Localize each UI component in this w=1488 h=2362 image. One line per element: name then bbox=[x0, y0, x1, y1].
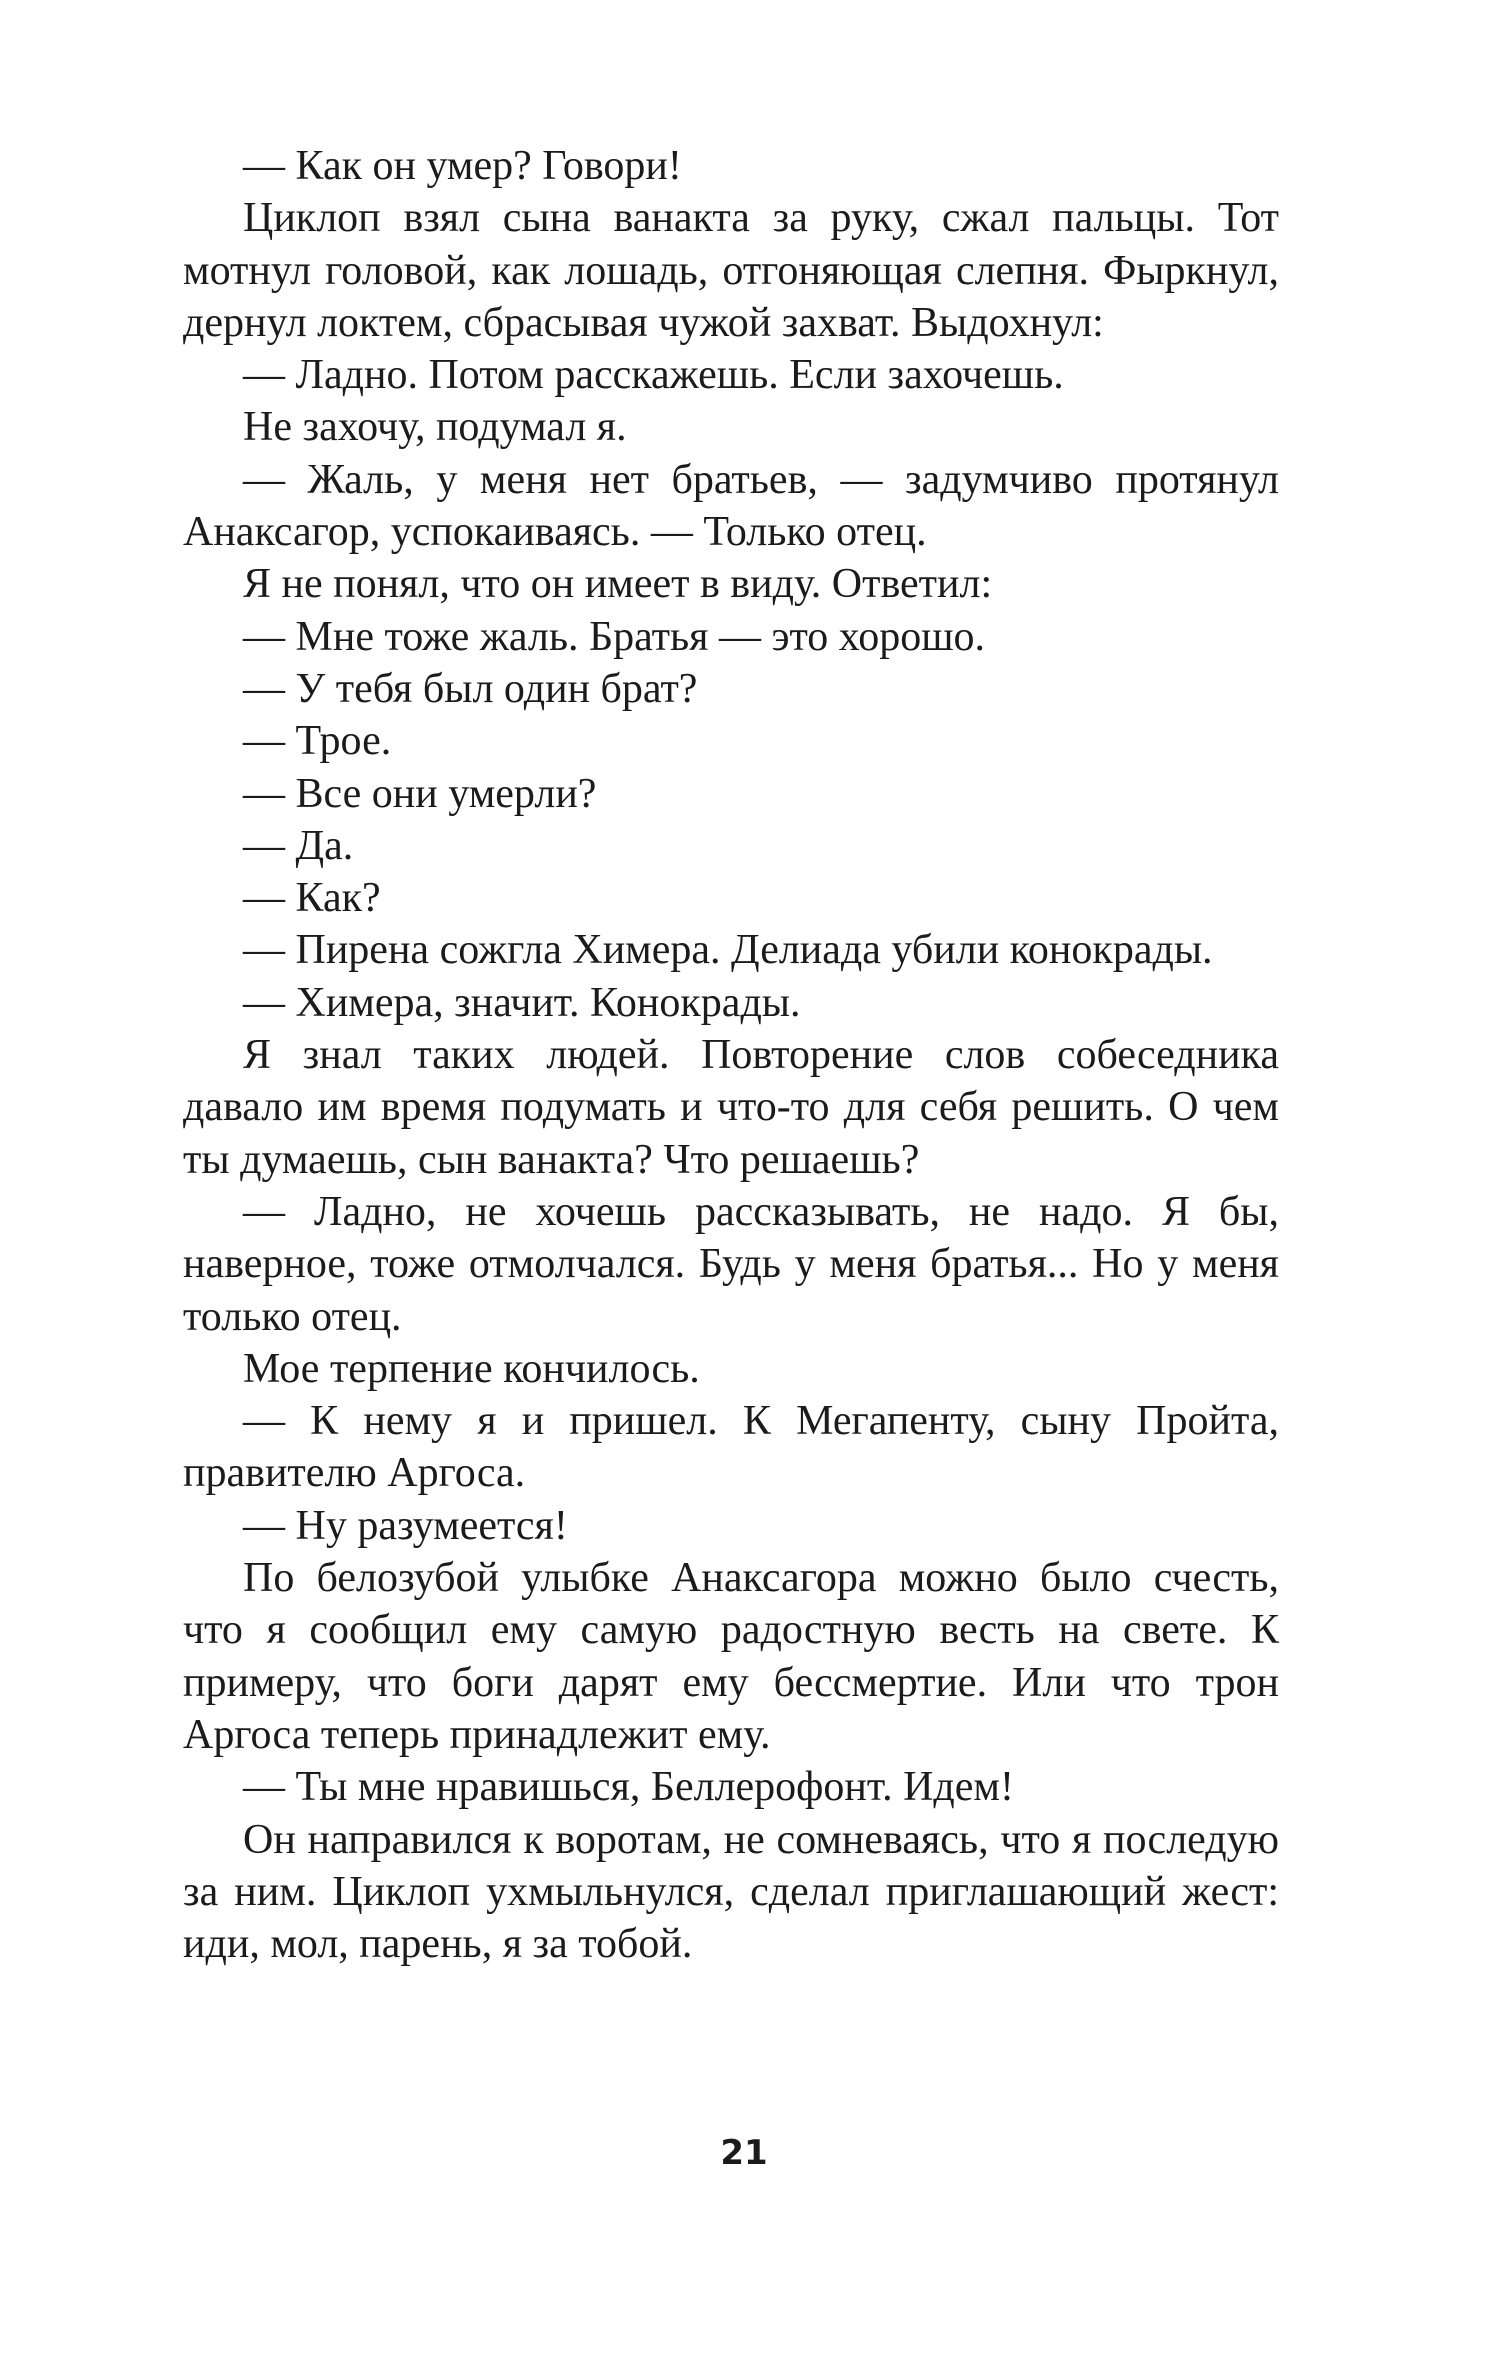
paragraph: — Как? bbox=[243, 875, 381, 922]
paragraph: — Пирена сожгла Химера. Делиада убили конокрады. bbox=[243, 927, 1213, 974]
paragraph: Циклоп взял сына ванакта за руку, сжал пальцы. Тот мотнул головой, как лошадь, отгоняющая слепня. Фыркнул, дернул локтем, сбрасывая чужой захват. Выдохнул: bbox=[183, 195, 1279, 346]
paragraph: — Ты мне нравишься, Беллерофонт. Идем! bbox=[243, 1764, 1014, 1811]
paragraph: — Химера, значит. Конокрады. bbox=[243, 979, 801, 1026]
paragraph: — Ну разумеется! bbox=[243, 1502, 568, 1549]
paragraph: — Трое. bbox=[243, 718, 392, 765]
paragraph: — Ладно. Потом расскажешь. Если захочешь. bbox=[243, 352, 1064, 399]
paragraph: — К нему я и пришел. К Мегапенту, сыну Пройта, правителю Аргоса. bbox=[183, 1398, 1279, 1497]
paragraph: По белозубой улыбке Анаксагора можно было счесть, что я сообщил ему самую радостную весть на свете. К примеру, что боги дарят ему бессмертие. Или что трон Аргоса теперь принадлежит ему. bbox=[183, 1555, 1279, 1758]
paragraph: Мое терпение кончилось. bbox=[243, 1345, 700, 1392]
paragraph: — Как он умер? Говори! bbox=[243, 143, 682, 189]
paragraph: — У тебя был один брат? bbox=[243, 665, 698, 712]
paragraph: Я не понял, что он имеет в виду. Ответил: bbox=[243, 561, 993, 608]
paragraph: — Мне тоже жаль. Братья — это хорошо. bbox=[243, 613, 986, 660]
paragraph: — Ладно, не хочешь рассказывать, не надо. Я бы, наверное, тоже отмолчался. Будь у меня братья... Но у меня только отец. bbox=[183, 1188, 1279, 1340]
paragraph: Я знал таких людей. Повторение слов собеседника давало им время подумать и что-то для себя решить. О чем ты думаешь, сын ванакта? Что решаешь? bbox=[183, 1032, 1279, 1183]
paragraph: Не захочу, подумал я. bbox=[243, 404, 627, 451]
paragraph: Он направился к воротам, не сомневаясь, что я последую за ним. Циклоп ухмыльнулся, сделал приглашающий жест: иди, мол, парень, я за тобой. bbox=[183, 1816, 1279, 1968]
paragraph: — Жаль, у меня нет братьев, — задумчиво протянул Анаксагор, успокаиваясь. — Только отец. bbox=[183, 456, 1279, 556]
page-number: 21 bbox=[720, 2133, 768, 2173]
body-text bbox=[183, 140, 1279, 1970]
paragraph: — Все они умерли? bbox=[243, 770, 597, 817]
paragraph: — Да. bbox=[243, 822, 354, 869]
